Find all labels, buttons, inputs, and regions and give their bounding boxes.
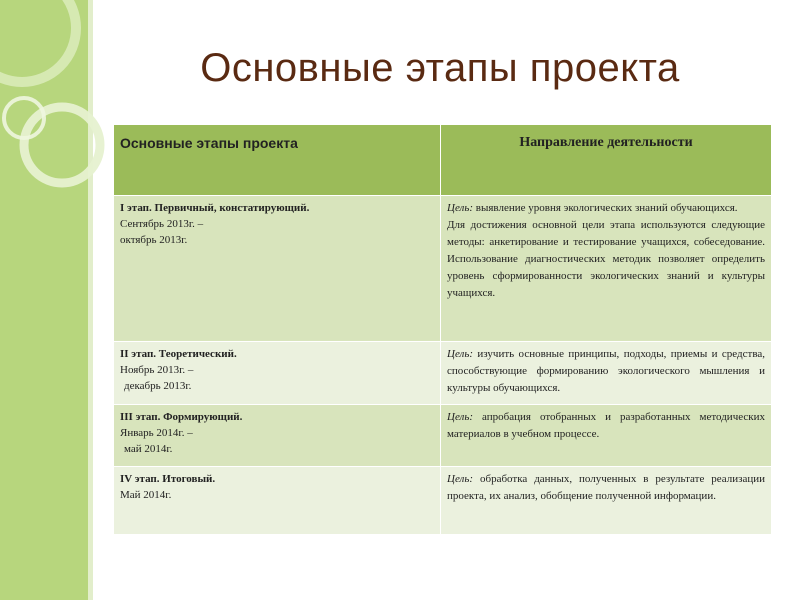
stage-name: III этап. Формирующий.	[120, 411, 243, 423]
stage-cell	[114, 342, 441, 405]
table-row	[114, 405, 772, 467]
header-stages: Основные этапы проекта	[114, 125, 441, 196]
stage-cell	[114, 467, 441, 535]
stage-cell	[114, 196, 441, 342]
stages-table	[113, 124, 772, 535]
goal-label: Цель:	[447, 473, 474, 485]
stage-name: II этап. Теоретический.	[120, 348, 237, 360]
table-row	[114, 467, 772, 535]
stage-date: декабрь 2013г.	[124, 380, 192, 392]
goal-label: Цель:	[447, 411, 474, 423]
goal-text	[447, 409, 765, 443]
goal-value: апробация отобранных и разработанных методических материалов в учебном процессе.	[447, 411, 765, 440]
stage-cell	[114, 405, 441, 467]
goal-details: Для достижения основной цели этапа используются следующие методы: анкетирование и тестирование учащихся, собеседование. Использование диагностических методик позволяет определить уровень сформированности экологических знаний и культуры учащихся.	[447, 219, 765, 299]
stage-date: Май 2014г.	[120, 489, 172, 501]
stage-name: IV этап. Итоговый.	[120, 473, 216, 485]
stage-date: Сентябрь 2013г. –	[120, 218, 204, 230]
goal-text	[447, 471, 765, 505]
goal-value: обработка данных, полученных в результате реализации проекта, их анализ, обобщение полученной информации.	[447, 473, 766, 502]
decorative-ring-medium	[24, 107, 100, 183]
stage-date: Январь 2014г. –	[120, 427, 193, 439]
stage-date: Ноябрь 2013г. –	[120, 364, 194, 376]
table-header-row	[114, 125, 772, 196]
table-row	[114, 196, 772, 342]
goal-label: Цель:	[447, 202, 474, 214]
goal-value: изучить основные принципы, подходы, приемы и средства, способствующие формированию экологического мышления и культуры обучающихся.	[447, 348, 766, 394]
goal-cell	[441, 342, 772, 405]
goal-label: Цель:	[447, 348, 474, 360]
page-title: Основные этапы проекта	[200, 46, 680, 90]
goal-text	[447, 200, 765, 217]
goal-value: выявление уровня экологических знаний обучающихся.	[475, 202, 738, 214]
decorative-ring-large	[0, 0, 76, 82]
header-direction: Направление деятельности	[441, 125, 772, 196]
goal-cell	[441, 467, 772, 535]
stage-name: I этап. Первичный, констатирующий.	[120, 202, 310, 214]
table-row	[114, 342, 772, 405]
goal-cell	[441, 196, 772, 342]
goal-text	[447, 346, 765, 397]
stage-date: октябрь 2013г.	[120, 234, 188, 246]
goal-cell	[441, 405, 772, 467]
stage-date: май 2014г.	[124, 443, 173, 455]
